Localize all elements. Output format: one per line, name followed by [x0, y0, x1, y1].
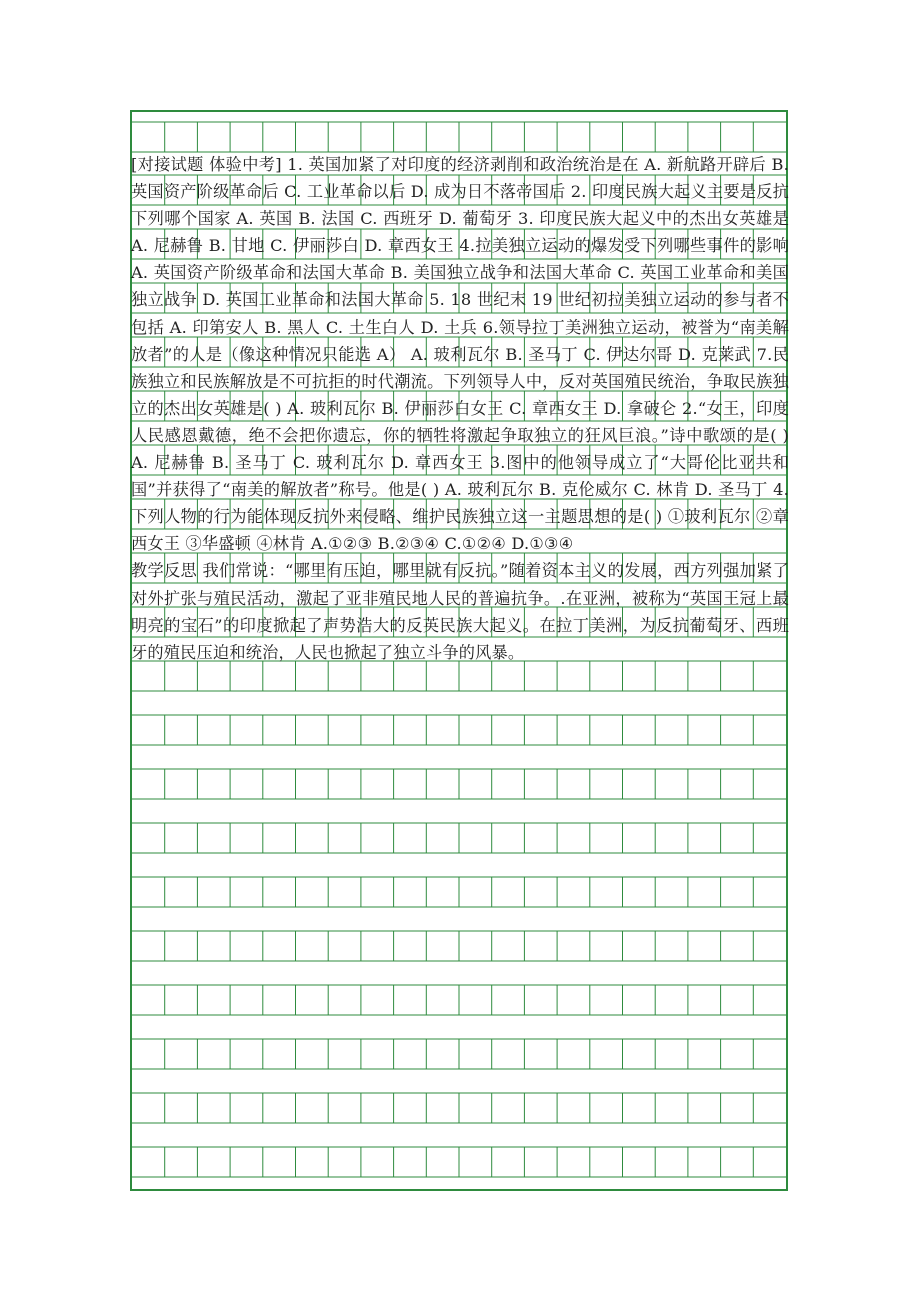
exercise-paragraph: [对接试题 体验中考] 1. 英国加紧了对印度的经济剥削和政治统治是在 A. 新航路开辟后 B. 英国资产阶级革命后 C. 工业革命以后 D. 成为日不落帝国后 2. 印度民族大起义主要是反抗下列哪个国家 A. 英国 B. 法国 C. 西班牙 D. 葡萄牙 3. 印度民族大起义中的杰出女英雄是 A. 尼赫鲁 B. 甘地 C. 伊丽莎白 D. 章西女王 4.拉美独立运动的爆发受下列哪些事件的影响 A. 英国资产阶级革命和法国大革命 B. 美国独立战争和法国大革命 C. 英国工业革命和美国独立战争 D. 英国工业革命和法国大革命 5. 18 世纪末 19 世纪初拉美独立运动的参与者不包括 A. 印第安人 B. 黑人 C. 土生白人 D. 土兵 6.领导拉丁美洲独立运动，被誉为“南美解放者”的人是（像这种情况只能选 A） A. 玻利瓦尔 B. 圣马丁 C. 伊达尔哥 D. 克莱武 7.民族独立和民族解放是不可抗拒的时代潮流。下列领导人中，反对英国殖民统治，争取民族独立的杰出女英雄是( ) A. 玻利瓦尔 B. 伊丽莎白女王 C. 章西女王 D. 拿破仑 2.“女王，印度人民感恩戴德，绝不会把你遗忘，你的牺牲将激起争取独立的狂风巨浪。”诗中歌颂的是( ) A. 尼赫鲁 B. 圣马丁 C. 玻利瓦尔 D. 章西女王 3.图中的他领导成立了“大哥伦比亚共和国”并获得了“南美的解放者”称号。他是( ) A. 玻利瓦尔 B. 克伦威尔 C. 林肯 D. 圣马丁 4.下列人物的行为能体现反抗外来侵略、维护民族独立这一主题思想的是( ) ①玻利瓦尔 ②章西女王 ③华盛顿 ④林肯 A.①②③ B.②③④ C.①②④ D.①③④ [131, 155, 789, 554]
teaching-reflection-paragraph: 教学反思 我们常说：“哪里有压迫，哪里就有反抗。”随着资本主义的发展，西方列强加紧了对外扩张与殖民活动，激起了亚非殖民地人民的普遍抗争。.在亚洲，被称为“英国王冠上最明亮的宝石”的印度掀起了声势浩大的反英民族大起义。在拉丁美洲，为反抗葡萄牙、西班牙的殖民压迫和统治，人民也掀起了独立斗争的风暴。 [131, 561, 789, 662]
document-body [131, 151, 789, 666]
